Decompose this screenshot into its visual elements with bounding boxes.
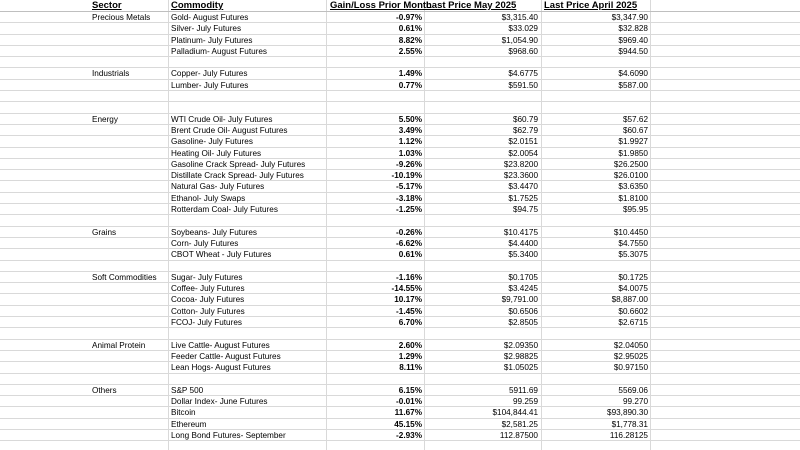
- price-april-cell: [542, 328, 648, 338]
- table-row: [0, 294, 800, 305]
- gain-loss-cell: 45.15%: [394, 419, 422, 429]
- price-april-cell: $1,778.31: [611, 419, 648, 429]
- gain-loss-cell: [300, 57, 422, 67]
- price-may-cell: $3.4470: [508, 182, 538, 192]
- price-may-cell: [424, 261, 538, 271]
- gain-loss-cell: 2.60%: [398, 340, 422, 350]
- header-gain-loss: Gain/Loss Prior Month: [330, 0, 432, 11]
- price-april-cell: $0.97150: [613, 363, 648, 373]
- gain-loss-cell: [300, 215, 422, 225]
- price-april-cell: $969.40: [618, 35, 648, 45]
- price-may-cell: $23.8200: [503, 159, 538, 169]
- price-may-cell: $5.3400: [508, 250, 538, 260]
- gain-loss-cell: -10.19%: [391, 171, 422, 181]
- gain-loss-cell: [300, 328, 422, 338]
- table-row: [0, 419, 800, 430]
- commodity-cell: Natural Gas- July Futures: [171, 182, 265, 192]
- commodity-cell: Lean Hogs- August Futures: [171, 363, 271, 373]
- commodity-cell: WTI Crude Oil- July Futures: [171, 114, 273, 124]
- commodity-cell: Sugar- July Futures: [171, 272, 243, 282]
- price-may-cell: $94.75: [512, 205, 538, 215]
- gain-loss-cell: 8.11%: [399, 363, 422, 373]
- price-april-cell: $1.9927: [618, 137, 648, 147]
- commodity-cell: Soybeans- July Futures: [171, 227, 258, 237]
- price-april-cell: $32.828: [618, 24, 648, 34]
- sector-cell: Precious Metals: [92, 13, 151, 22]
- table-row: [0, 340, 800, 351]
- price-may-cell: $1,054.90: [501, 35, 538, 45]
- gain-loss-cell: -6.62%: [396, 238, 422, 248]
- price-may-cell: $2.0151: [508, 137, 538, 147]
- table-row: [0, 215, 800, 226]
- gain-loss-cell: 10.17%: [394, 295, 422, 305]
- price-may-cell: $2.09350: [503, 340, 538, 350]
- price-may-cell: $1.05025: [503, 363, 538, 373]
- commodity-cell: Live Cattle- August Futures: [171, 340, 270, 350]
- table-row: [0, 159, 800, 170]
- price-may-cell: $2.98825: [503, 351, 538, 361]
- price-may-cell: $104,844.41: [492, 408, 538, 418]
- gain-loss-cell: -1.45%: [396, 306, 422, 316]
- commodity-cell: Feeder Cattle- August Futures: [171, 351, 281, 361]
- price-april-cell: $93,890.30: [607, 408, 648, 418]
- price-may-cell: $2.8505: [508, 318, 538, 328]
- gain-loss-cell: 11.67%: [394, 408, 422, 418]
- gain-loss-cell: [300, 102, 422, 112]
- commodity-cell: Gold- August Futures: [171, 13, 249, 22]
- gain-loss-cell: -0.97%: [396, 13, 422, 22]
- price-may-cell: [424, 215, 538, 225]
- gain-loss-cell: 0.61%: [398, 250, 422, 260]
- table-row: [0, 249, 800, 260]
- gain-loss-cell: 1.12%: [398, 137, 422, 147]
- table-row: [0, 91, 800, 102]
- table-row: [0, 283, 800, 294]
- price-may-cell: $1.7525: [508, 193, 538, 203]
- price-may-cell: $968.60: [508, 46, 538, 56]
- price-may-cell: [424, 374, 538, 384]
- price-april-cell: $3.6350: [618, 182, 648, 192]
- price-april-cell: 116.28125: [609, 430, 648, 440]
- commodity-cell: Long Bond Futures- September: [171, 430, 286, 440]
- commodity-cell: Dollar Index- June Futures: [171, 397, 268, 407]
- price-april-cell: $4.6090: [618, 69, 648, 79]
- table-row: [0, 238, 800, 249]
- table-row: [0, 193, 800, 204]
- gain-loss-cell: 3.49%: [398, 125, 422, 135]
- price-may-cell: $33.029: [508, 24, 538, 34]
- table-row: [0, 125, 800, 136]
- table-row: [0, 385, 800, 396]
- price-may-cell: $60.79: [512, 114, 538, 124]
- price-may-cell: $591.50: [508, 80, 538, 90]
- table-row: [0, 272, 800, 283]
- price-april-cell: $944.50: [618, 46, 648, 56]
- sector-cell: Others: [92, 385, 117, 395]
- table-row: [0, 102, 800, 113]
- commodity-cell: Heating Oil- July Futures: [171, 148, 262, 158]
- commodity-cell: Silver- July Futures: [171, 24, 242, 34]
- price-may-cell: [424, 91, 538, 101]
- gain-loss-cell: 0.77%: [398, 80, 422, 90]
- commodity-cell: Brent Crude Oil- August Futures: [171, 125, 288, 135]
- price-april-cell: $587.00: [618, 80, 648, 90]
- price-april-cell: [542, 215, 648, 225]
- price-april-cell: 5569.06: [618, 385, 648, 395]
- gain-loss-cell: [300, 261, 422, 271]
- sector-cell: Energy: [92, 114, 118, 124]
- price-may-cell: $3,315.40: [501, 13, 538, 22]
- table-row: [0, 261, 800, 272]
- commodity-cell: FCOJ- July Futures: [171, 318, 242, 328]
- price-april-cell: $60.67: [622, 125, 648, 135]
- sector-cell: Grains: [92, 227, 117, 237]
- table-row: [0, 396, 800, 407]
- table-row: [0, 136, 800, 147]
- gain-loss-cell: -9.26%: [396, 159, 422, 169]
- price-may-cell: $23.3600: [503, 171, 538, 181]
- table-row: [0, 430, 800, 441]
- gain-loss-cell: 1.29%: [398, 351, 422, 361]
- price-april-cell: $2.95025: [613, 351, 648, 361]
- gain-loss-cell: -5.17%: [396, 182, 422, 192]
- table-row: [0, 362, 800, 373]
- gain-loss-cell: 8.82%: [398, 35, 422, 45]
- table-row: [0, 227, 800, 238]
- price-may-cell: 112.87500: [499, 430, 538, 440]
- gain-loss-cell: -1.16%: [396, 272, 422, 282]
- price-april-cell: $95.95: [622, 205, 648, 215]
- price-may-cell: $0.6506: [508, 306, 538, 316]
- price-april-cell: $57.62: [622, 114, 648, 124]
- table-row: [0, 23, 800, 34]
- table-row: [0, 306, 800, 317]
- commodity-cell: Distillate Crack Spread- July Futures: [171, 171, 304, 181]
- price-may-cell: 99.259: [512, 397, 538, 407]
- price-may-cell: 5911.69: [509, 385, 538, 395]
- table-row: [0, 68, 800, 79]
- commodity-cell: Corn- July Futures: [171, 238, 239, 248]
- gain-loss-cell: [300, 91, 422, 101]
- commodity-cell: Ethereum: [171, 419, 207, 429]
- price-april-cell: $0.6602: [618, 306, 648, 316]
- price-april-cell: $4.0075: [618, 284, 648, 294]
- commodity-cell: Gasoline Crack Spread- July Futures: [171, 159, 306, 169]
- price-may-cell: $62.79: [512, 125, 538, 135]
- table-row: [0, 351, 800, 362]
- commodity-cell: Ethanol- July Swaps: [171, 193, 246, 203]
- table-row: [0, 328, 800, 339]
- price-april-cell: [542, 374, 648, 384]
- price-may-cell: [424, 102, 538, 112]
- table-body: [0, 12, 800, 441]
- gain-loss-cell: -3.18%: [396, 193, 422, 203]
- table-row: [0, 46, 800, 57]
- price-may-cell: $0.1705: [508, 272, 538, 282]
- table-row: [0, 181, 800, 192]
- price-april-cell: $26.0100: [613, 171, 648, 181]
- table-row: [0, 12, 800, 23]
- commodity-cell: Bitcoin: [171, 408, 196, 418]
- table-row: [0, 374, 800, 385]
- table-row: [0, 57, 800, 68]
- commodity-cell: Palladium- August Futures: [171, 46, 268, 56]
- gain-loss-cell: 6.70%: [398, 318, 422, 328]
- gain-loss-cell: [300, 374, 422, 384]
- gain-loss-cell: 2.55%: [398, 46, 422, 56]
- table-row: [0, 114, 800, 125]
- price-may-cell: $9,791.00: [501, 295, 538, 305]
- price-april-cell: [542, 261, 648, 271]
- commodity-cell: Platinum- July Futures: [171, 35, 253, 45]
- price-april-cell: $0.1725: [618, 272, 648, 282]
- gain-loss-cell: -0.01%: [396, 397, 422, 407]
- header-sector: Sector: [92, 0, 122, 11]
- price-april-cell: $4.7550: [618, 238, 648, 248]
- price-april-cell: [542, 91, 648, 101]
- gain-loss-cell: 1.49%: [398, 69, 422, 79]
- price-may-cell: $10.4175: [503, 227, 538, 237]
- price-april-cell: $3,347.90: [611, 13, 648, 22]
- gain-loss-cell: 5.50%: [398, 114, 422, 124]
- header-last-price-may: Last Price May 2025: [426, 0, 517, 11]
- price-april-cell: $1.9850: [618, 148, 648, 158]
- price-april-cell: $26.2500: [613, 159, 648, 169]
- price-may-cell: $3.4245: [508, 284, 538, 294]
- gain-loss-cell: 6.15%: [398, 385, 422, 395]
- commodity-cell: Gasoline- July Futures: [171, 137, 253, 147]
- price-april-cell: [542, 57, 648, 67]
- price-may-cell: [424, 328, 538, 338]
- table-row: [0, 35, 800, 46]
- table-row: [0, 407, 800, 418]
- price-may-cell: $4.4400: [508, 238, 538, 248]
- price-april-cell: $8,887.00: [611, 295, 648, 305]
- table-row: [0, 204, 800, 215]
- price-april-cell: $5.3075: [618, 250, 648, 260]
- price-april-cell: $2.04050: [613, 340, 648, 350]
- table-row: [0, 148, 800, 159]
- table-header-row: [0, 0, 800, 12]
- header-commodity: Commodity: [171, 0, 224, 11]
- gain-loss-cell: -2.93%: [396, 430, 422, 440]
- price-april-cell: 99.270: [622, 397, 648, 407]
- price-may-cell: $2.0054: [508, 148, 538, 158]
- table-row: [0, 317, 800, 328]
- commodity-cell: S&P 500: [171, 385, 204, 395]
- gain-loss-cell: -1.25%: [396, 205, 422, 215]
- price-may-cell: [424, 57, 538, 67]
- price-may-cell: $2,581.25: [501, 419, 538, 429]
- price-april-cell: $2.6715: [618, 318, 648, 328]
- price-april-cell: $1.8100: [618, 193, 648, 203]
- gain-loss-cell: -14.55%: [391, 284, 422, 294]
- sector-cell: Animal Protein: [92, 340, 146, 350]
- price-april-cell: $10.4450: [613, 227, 648, 237]
- gain-loss-cell: 1.03%: [398, 148, 422, 158]
- header-last-price-april: Last Price April 2025: [544, 0, 638, 11]
- price-april-cell: [542, 102, 648, 112]
- commodity-cell: Cotton- July Futures: [171, 306, 245, 316]
- commodity-cell: Lumber- July Futures: [171, 80, 249, 90]
- gain-loss-cell: -0.26%: [396, 227, 422, 237]
- gain-loss-cell: 0.61%: [398, 24, 422, 34]
- table-row: [0, 80, 800, 91]
- commodity-cell: Coffee- July Futures: [171, 284, 245, 294]
- commodity-cell: Cocoa- July Futures: [171, 295, 245, 305]
- sector-cell: Industrials: [92, 69, 130, 79]
- table-row: [0, 170, 800, 181]
- commodity-cell: CBOT Wheat - July Futures: [171, 250, 272, 260]
- commodity-cell: Rotterdam Coal- July Futures: [171, 205, 278, 215]
- sector-cell: Soft Commodities: [92, 272, 157, 282]
- price-may-cell: $4.6775: [508, 69, 538, 79]
- commodity-cell: Copper- July Futures: [171, 69, 248, 79]
